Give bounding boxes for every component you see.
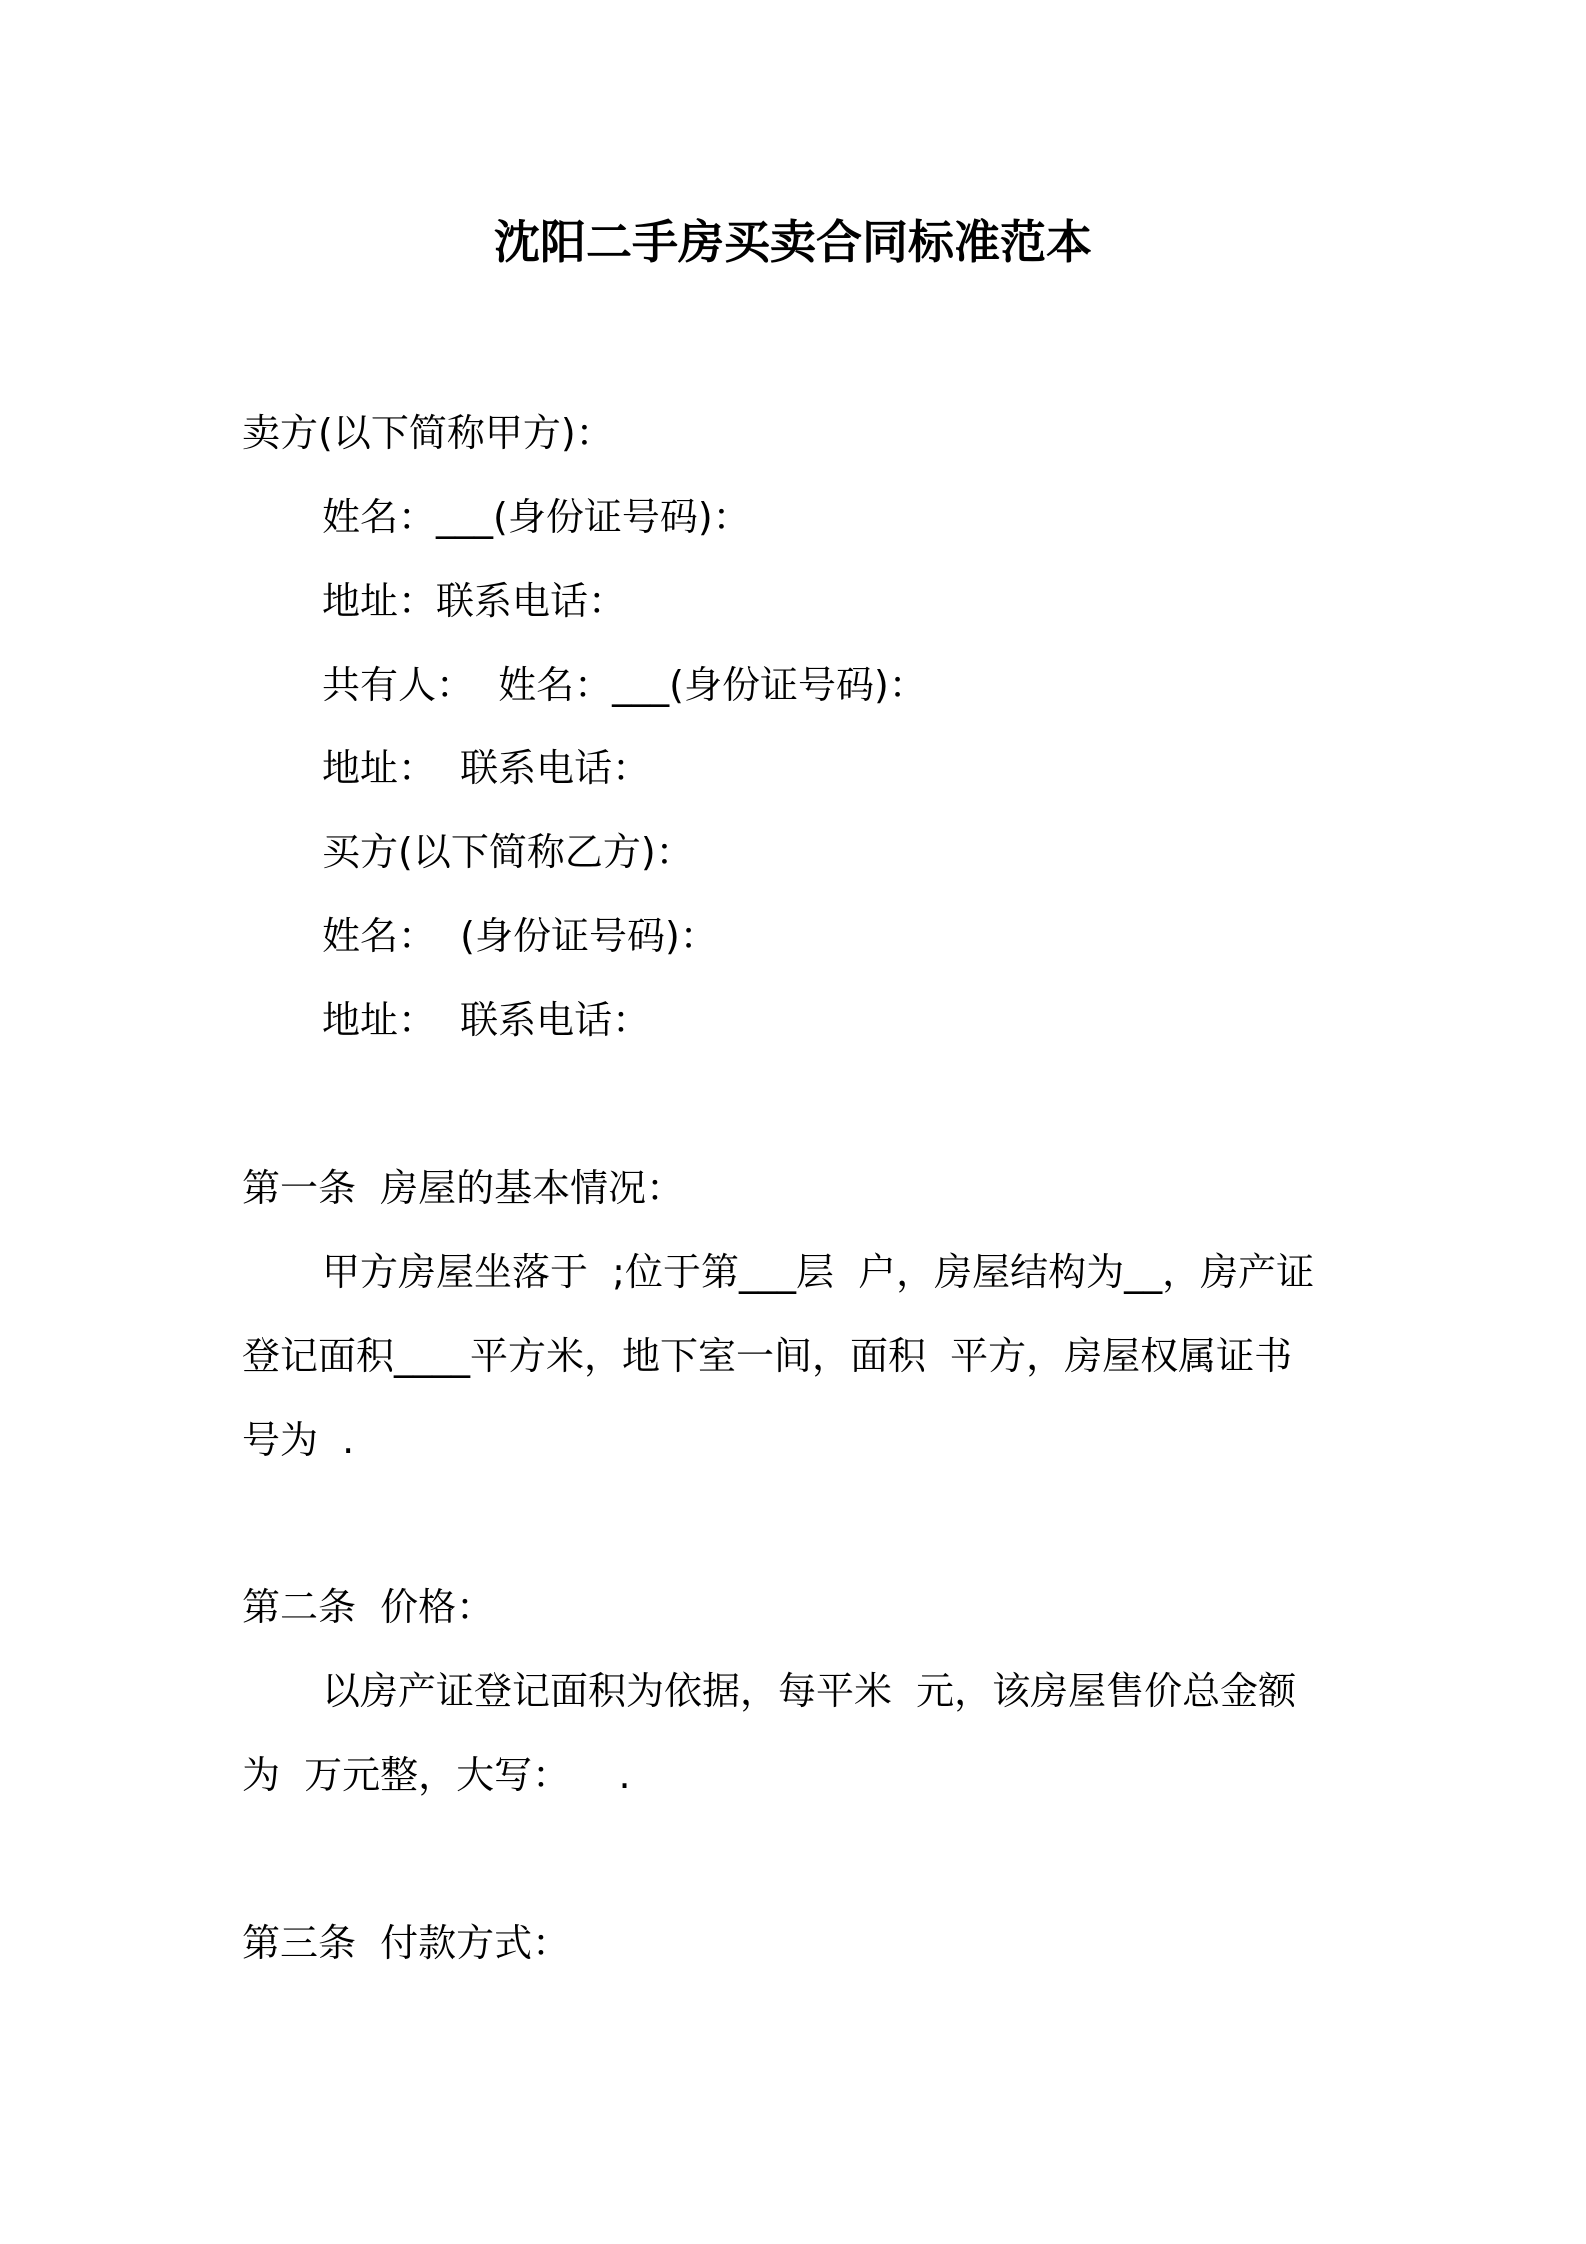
co-owner-address-line: 地址： 联系电话： — [322, 746, 651, 790]
buyer-heading: 买方(以下简称乙方)： — [322, 830, 694, 874]
article-2-heading: 第二条 价格： — [242, 1585, 495, 1629]
seller-name-line: 姓名：___(身份证号码)： — [322, 495, 751, 539]
article-1-line: 号为 . — [242, 1418, 355, 1462]
buyer-address-line: 地址： 联系电话： — [322, 998, 651, 1042]
article-2-line: 为 万元整，大写： . — [242, 1753, 631, 1797]
article-1-heading: 第一条 房屋的基本情况： — [242, 1166, 685, 1210]
document-title: 沈阳二手房买卖合同标准范本 — [494, 215, 1092, 269]
article-1-line: 甲方房屋坐落于 ;位于第___层 户，房屋结构为__，房产证 — [322, 1250, 1315, 1294]
article-2-line: 以房产证登记面积为依据，每平米 元，该房屋售价总金额 — [322, 1669, 1297, 1713]
article-1-line: 登记面积____平方米，地下室一间，面积 平方，房屋权属证书 — [242, 1334, 1293, 1378]
article-3-heading: 第三条 付款方式： — [242, 1921, 571, 1965]
seller-address-line: 地址：联系电话： — [322, 579, 627, 623]
co-owner-line: 共有人： 姓名：___(身份证号码)： — [322, 663, 927, 707]
buyer-name-line: 姓名： (身份证号码)： — [322, 914, 718, 958]
seller-heading: 卖方(以下简称甲方)： — [242, 411, 614, 455]
